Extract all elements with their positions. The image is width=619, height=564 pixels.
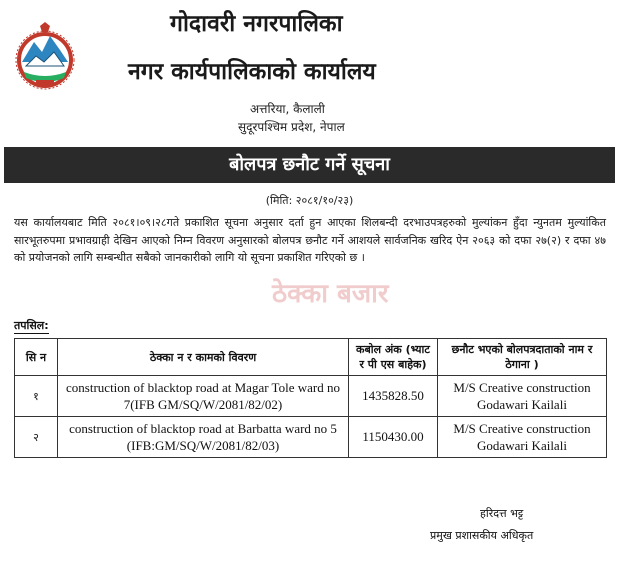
header-description: ठेक्का न र कामको विवरण [58,339,349,376]
row-bidder: M/S Creative construction Godawari Kailali [438,376,607,417]
bid-selection-table [14,338,607,458]
table-header-row [15,339,607,376]
header-bid-amount: कबोल अंक (भ्याट र पी एस बाहेक) [349,339,438,376]
government-emblem-icon [12,22,78,94]
row-bidder: M/S Creative construction Godawari Kailali [438,417,607,458]
org-name-line2: नगर कार्यपालिकाको कार्यालय [128,59,376,85]
row-bid-amount: 1435828.50 [349,376,438,417]
row-description: construction of blacktop road at Magar Tole ward no 7(IFB GM/SQ/W/2081/82/02) [58,376,349,417]
org-name-line1: गोदावरी नगरपालिका [170,11,343,37]
header-serial-number: सि न [15,339,58,376]
notice-body: यस कार्यालयबाट मिति २०८१।०९।२८गते प्रकाशित सूचना अनुसार दर्ता हुन आएका शिलबन्दी दरभाउपत्रहरुको मुल्यांकन हुँदा न्युनतम मुल्यांकित सारभूतरुपमा प्रभावग्राही देखिन आएको निम्न विवरण अनुसारको बोलपत्र छनौट गर्ने आशयले सार्वजनिक खरिद ऐन २०६३ को दफा २७(२) र दफा ४७ को प्रयोजनको लागि सम्बन्धीत सबैको जानकारीको लागि यो सूचना प्रकाशित गरिएको छ । [14,216,606,264]
row-bid-amount: 1150430.00 [349,417,438,458]
table-row [15,376,607,417]
address-line1: अत्तरिया, कैलाली [250,102,325,116]
row-serial-number: १ [15,376,58,417]
row-description: construction of blacktop road at Barbatta ward no 5 (IFB:GM/SQ/W/2081/82/03) [58,417,349,458]
table-row [15,417,607,458]
address-line2: सुदूरपश्चिम प्रदेश, नेपाल [238,120,345,134]
row-serial-number: २ [15,417,58,458]
details-section-label: तपसिल: [14,319,49,332]
header-selected-bidder: छनौट भएको बोलपत्रदाताको नाम र ठेगाना ) [438,339,607,376]
watermark: ठेक्का बजार [272,279,389,309]
signatory-title: प्रमुख प्रशासकीय अधिकृत [430,529,534,542]
notice-title-banner: बोलपत्र छनौट गर्ने सूचना [4,147,615,183]
signatory-name: हरिदत्त भट्ट [480,507,524,520]
notice-date: (मिति: २०८१/१०/२३) [265,194,354,207]
